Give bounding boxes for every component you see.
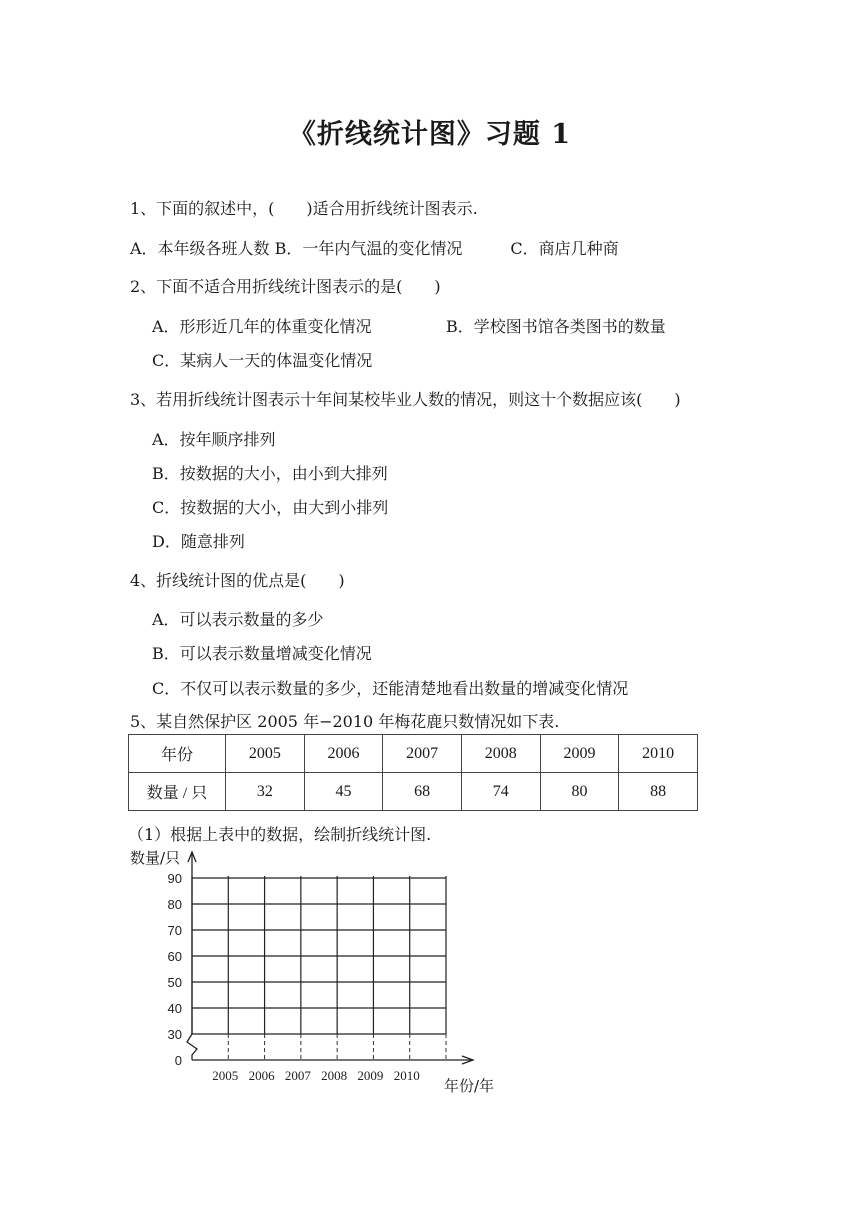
table-cell: 68 (383, 773, 462, 811)
y-tick-label: 70 (167, 923, 182, 938)
question-2-option-c: C．某病人一天的体温变化情况 (152, 351, 373, 370)
table-cell: 88 (619, 773, 698, 811)
question-3: 3、若用折线统计图表示十年间某校毕业人数的情况，则这十个数据应该( ) (130, 390, 681, 409)
table-cell: 80 (540, 773, 619, 811)
question-4-option-a: A．可以表示数量的多少 (152, 610, 324, 629)
question-2: 2、下面不适合用折线统计图表示的是( ) (130, 277, 441, 296)
question-4-option-b: B．可以表示数量增减变化情况 (152, 644, 372, 663)
x-tick-label: 2009 (357, 1068, 384, 1083)
question-3-option-a: A．按年顺序排列 (152, 430, 276, 449)
table-cell: 2007 (383, 735, 462, 773)
x-tick-label: 2010 (393, 1068, 420, 1083)
page-title: 《折线统计图》习题 1 (288, 119, 572, 150)
table-cell: 2006 (304, 735, 383, 773)
table-header-count: 数量 / 只 (129, 773, 226, 811)
question-4-option-c: C．不仅可以表示数量的多少，还能清楚地看出数量的增减变化情况 (152, 679, 629, 698)
y-tick-label: 60 (167, 949, 182, 964)
y-tick-label: 80 (167, 897, 182, 912)
question-4: 4、折线统计图的优点是( ) (130, 571, 345, 590)
question-2-option-a: A．形形近几年的体重变化情况 (152, 317, 372, 336)
table-cell: 2009 (540, 735, 619, 773)
table-cell: 2010 (619, 735, 698, 773)
y-tick-label: 30 (167, 1027, 182, 1042)
chart-x-axis-label: 年份/年 (444, 1077, 495, 1095)
x-tick-label: 2008 (321, 1068, 348, 1083)
question-5: 5、某自然保护区 2005 年−2010 年梅花鹿只数情况如下表. (130, 712, 560, 731)
y-tick-label: 50 (167, 975, 182, 990)
x-tick-label: 2005 (212, 1068, 239, 1083)
table-header-year: 年份 (129, 735, 226, 773)
question-3-option-c: C．按数据的大小，由大到小排列 (152, 498, 389, 517)
question-3-option-b: B．按数据的大小，由小到大排列 (152, 464, 388, 483)
chart-y-axis-label: 数量/只 (130, 849, 181, 867)
y-tick-label: 0 (174, 1053, 182, 1068)
y-tick-label: 40 (167, 1001, 182, 1016)
question-1: 1、下面的叙述中，( )适合用折线统计图表示. (130, 199, 478, 218)
table-cell: 74 (461, 773, 540, 811)
table-cell: 45 (304, 773, 383, 811)
y-axis-break (187, 1034, 197, 1060)
question-2-option-b: B．学校图书馆各类图书的数量 (446, 317, 666, 336)
question-5-sub-1: （1）根据上表中的数据，绘制折线统计图. (128, 825, 432, 844)
table-cell: 2008 (461, 735, 540, 773)
question-3-option-d: D．随意排列 (152, 532, 245, 551)
question-1-options: A．本年级各班人数 B．一年内气温的变化情况 C．商店几种商 (130, 239, 619, 258)
table-cell: 32 (226, 773, 305, 811)
table-cell: 2005 (226, 735, 305, 773)
y-tick-label: 90 (167, 871, 182, 886)
x-tick-label: 2006 (248, 1068, 275, 1083)
x-tick-label: 2007 (284, 1068, 311, 1083)
